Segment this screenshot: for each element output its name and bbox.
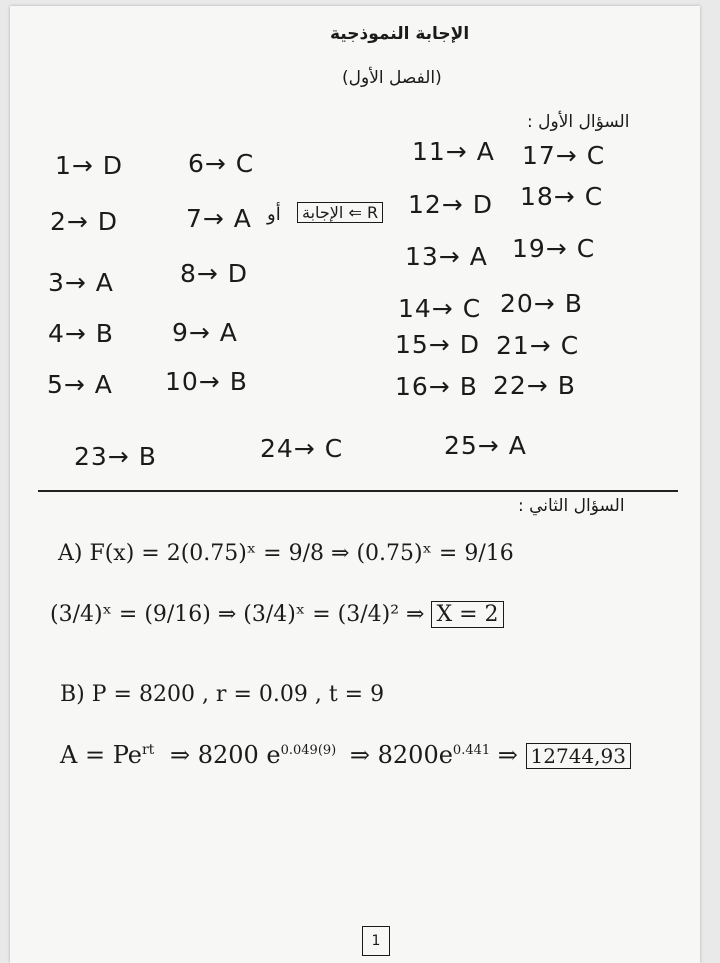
page-number: 1 <box>362 926 390 956</box>
answer-14: 14→ C <box>398 294 482 323</box>
page-title: الإجابة النموذجية <box>330 24 470 44</box>
answer-16: 16→ B <box>395 372 478 401</box>
answer-6: 6→ C <box>188 149 255 178</box>
answer-15: 15→ D <box>395 330 480 359</box>
answer-7: 7→ A <box>186 204 252 233</box>
part-b-line-2 <box>60 741 631 769</box>
answer-5: 5→ A <box>47 370 113 399</box>
answer-4: 4→ B <box>48 319 114 348</box>
answer-20: 20→ B <box>500 289 583 318</box>
part-b-formula-exponent: rt <box>141 742 155 758</box>
part-a-line-2 <box>50 602 504 627</box>
answer-17: 17→ C <box>522 141 606 170</box>
part-b-simplified-exponent: 0.441 <box>452 743 491 758</box>
part-b-substitution: ⇒ 8200 e <box>169 741 281 769</box>
part-b-result-box: 12744,93 <box>526 743 631 769</box>
answer-22: 22→ B <box>493 371 576 400</box>
section-divider <box>38 490 678 492</box>
answer-25: 25→ A <box>444 431 527 460</box>
part-b-arrow: ⇒ <box>497 741 518 769</box>
part-a-line-2-derivation: (3/4)ˣ = (9/16) ⇒ (3/4)ˣ = (3/4)² ⇒ <box>50 602 425 627</box>
answer-24: 24→ C <box>260 434 344 463</box>
page-subtitle: (الفصل الأول) <box>342 68 442 88</box>
answer-2: 2→ D <box>50 207 119 236</box>
answer-7-or-note: أو <box>267 204 281 225</box>
part-b-substitution-exponent: 0.049(9) <box>280 743 337 758</box>
answer-9: 9→ A <box>172 318 238 347</box>
question-2-heading: السؤال الثاني : <box>518 496 625 516</box>
answer-18: 18→ C <box>520 182 604 211</box>
answer-3: 3→ A <box>48 268 114 297</box>
part-b-line-1: B) P = 8200 , r = 0.09 , t = 9 <box>60 682 385 707</box>
answer-12: 12→ D <box>408 190 493 219</box>
part-a-line-1: A) F(x) = 2(0.75)ˣ = 9/8 ⇒ (0.75)ˣ = 9/16 <box>58 541 514 566</box>
answer-11: 11→ A <box>412 137 495 166</box>
answer-1: 1→ D <box>55 151 124 180</box>
part-b-formula: A = Pe <box>60 741 142 769</box>
answer-23: 23→ B <box>74 442 157 471</box>
part-a-result-box: X = 2 <box>431 601 503 628</box>
answer-21: 21→ C <box>496 331 580 360</box>
question-1-heading: السؤال الأول : <box>527 112 630 132</box>
answer-19: 19→ C <box>512 234 596 263</box>
answer-8: 8→ D <box>180 259 249 288</box>
answer-7-alternative-box: R ⇐ الإجابة <box>297 202 383 223</box>
answer-10: 10→ B <box>165 367 248 396</box>
answer-13: 13→ A <box>405 242 488 271</box>
answer-sheet-page <box>10 6 700 963</box>
part-b-simplified: ⇒ 8200e <box>349 741 453 769</box>
